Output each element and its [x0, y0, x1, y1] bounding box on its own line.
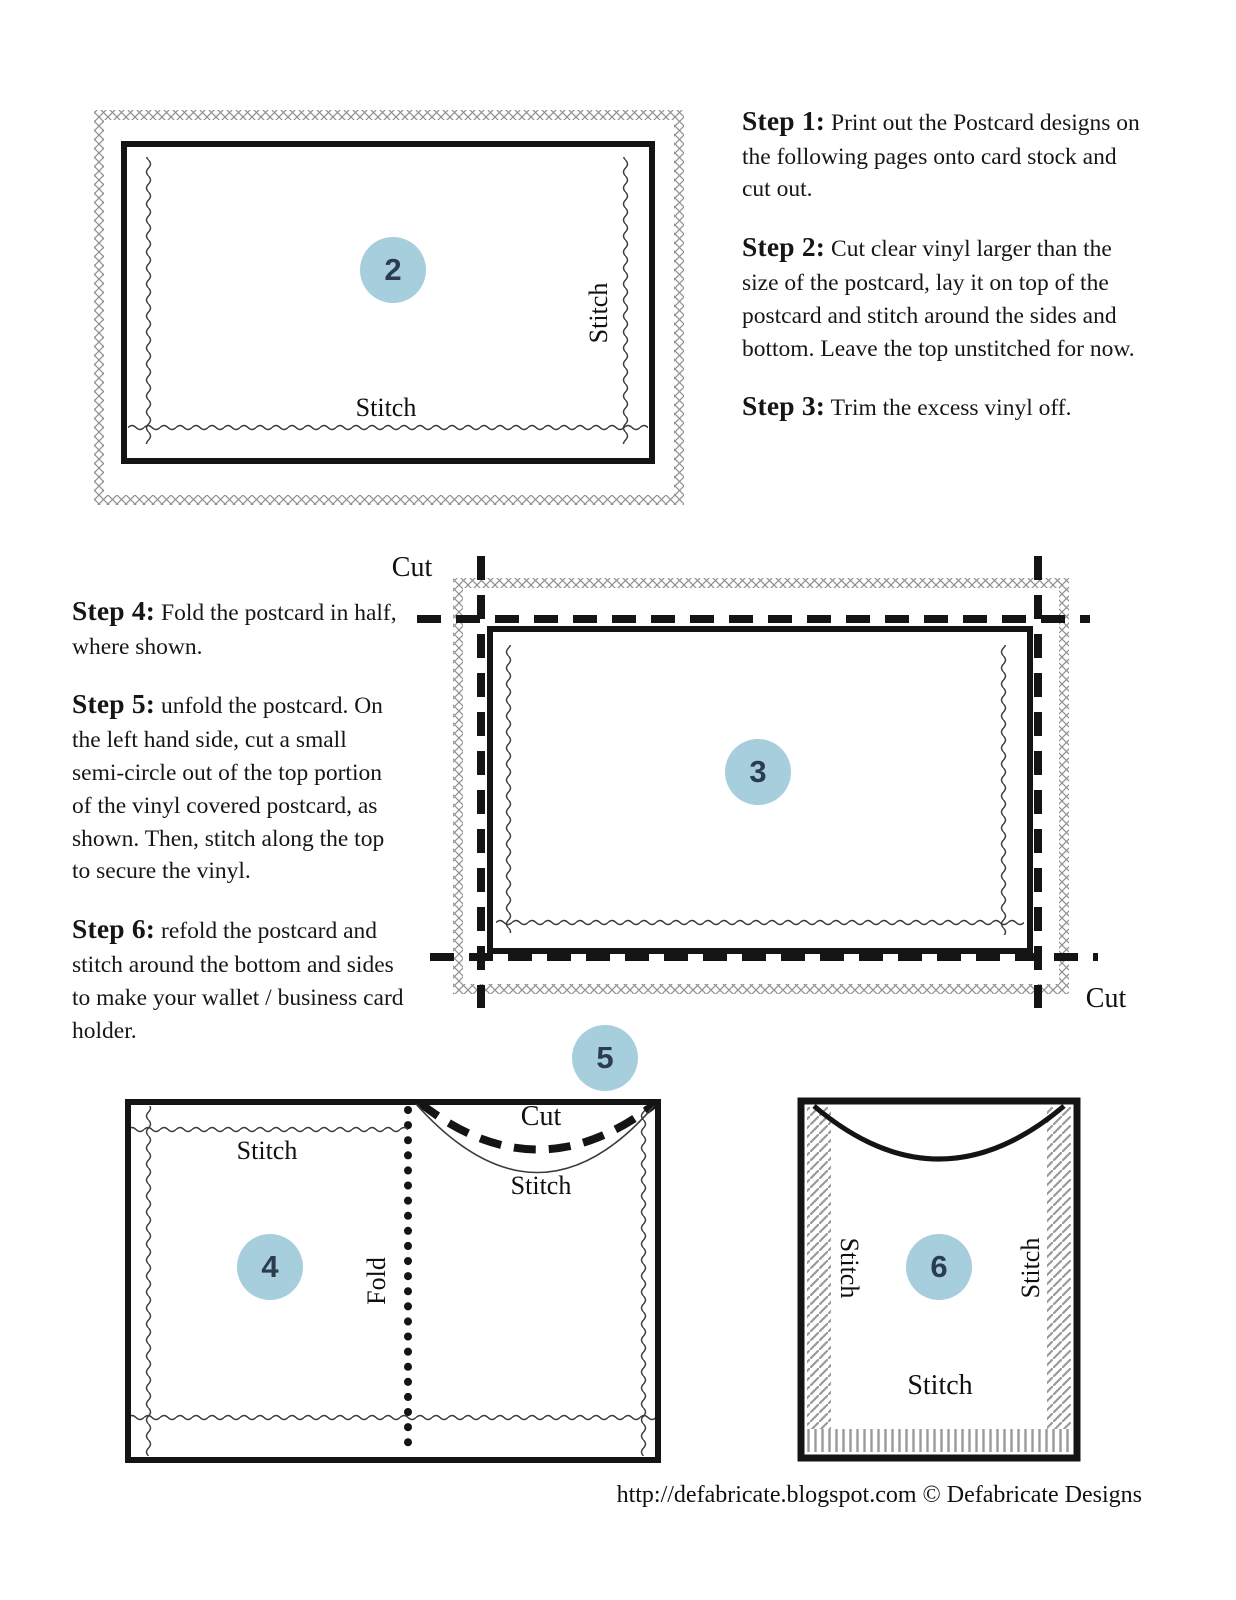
step-4: [72, 592, 404, 663]
step-3-title: Step 3:: [742, 390, 826, 422]
hatch-band-right: [1047, 1107, 1071, 1429]
step-2: [742, 228, 1146, 365]
stitch-wave-bottom: [128, 423, 648, 432]
step-badge-6: 6: [906, 1234, 972, 1300]
diagram2-stitch-label-right: Stitch: [584, 282, 613, 344]
step-3: [742, 387, 1146, 426]
stitch-wave-top: [131, 1125, 408, 1134]
diagram2-stitch-label-bottom: Stitch: [355, 393, 417, 422]
step-5: [72, 685, 404, 888]
step-6-text: refold the postcard and stitch around the bottom and sides to make your wallet / business card holder.: [72, 918, 404, 1044]
stitch-wave-right: [639, 1106, 648, 1456]
hatch-band-left: [807, 1107, 831, 1429]
diagram6-stitch-label-left: Stitch: [835, 1237, 864, 1299]
thumb-notch-curve: [814, 1106, 1064, 1159]
step-2-title: Step 2:: [742, 231, 826, 263]
steps-column-left: [72, 592, 404, 1070]
step-badge-4: 4: [237, 1234, 303, 1300]
diagram6-stitch-label-right: Stitch: [1016, 1237, 1045, 1299]
step-6: [72, 910, 404, 1047]
diagram3-cut-label-top: Cut: [391, 552, 433, 583]
step-1-title: Step 1:: [742, 105, 826, 136]
step-1-text: Print out the Postcard designs on the following pages onto card stock and cut out.: [742, 110, 1140, 203]
diagram4-stitch-label-top: Stitch: [236, 1136, 298, 1165]
diagram-4-graphics: [128, 1102, 658, 1460]
diagram3-cut-label-bottom: Cut: [1085, 983, 1127, 1014]
hatch-band-bottom: [807, 1429, 1071, 1452]
stitch-wave-bottom: [131, 1413, 655, 1422]
step-2-text: Cut clear vinyl larger than the size of the postcard, lay it on top of the postcard and stitch around the sides and bottom. Leave the top unstitched for now.: [742, 236, 1135, 362]
step-3-text: Trim the excess vinyl off.: [830, 395, 1072, 422]
diagram4-cut-label: Cut: [520, 1101, 562, 1132]
step-4-text: Fold the postcard in half, where shown.: [72, 600, 397, 660]
step-5-title: Step 5:: [72, 688, 156, 720]
stitch-wave-right: [621, 157, 630, 444]
diagram4-stitch-label-notch: Stitch: [510, 1171, 572, 1200]
diagram6-stitch-label-bottom: Stitch: [907, 1370, 973, 1401]
step-badge-5: 5: [572, 1025, 638, 1091]
step-badge-3: 3: [725, 739, 791, 805]
step-5-text: unfold the postcard. On the left hand side, cut a small semi-circle out of the top portion of the vinyl covered postcard, as shown. Then, stitch along the top to secure the vinyl.: [72, 693, 385, 885]
diagram4-fold-label: Fold: [362, 1257, 391, 1305]
stitch-wave-left: [144, 1106, 153, 1456]
steps-column-right: [742, 102, 1146, 448]
postcard-outline: [128, 1102, 658, 1460]
step-4-title: Step 4:: [72, 595, 156, 626]
step-1: [742, 102, 1146, 206]
step-badge-2: 2: [360, 237, 426, 303]
stitch-wave-left: [504, 645, 513, 933]
stitch-wave-bottom: [496, 918, 1024, 927]
footer-credit: http://defabricate.blogspot.com © Defabricate Designs: [616, 1482, 1142, 1508]
stitch-wave-right: [999, 645, 1008, 935]
stitch-wave-left: [144, 157, 153, 444]
step-6-title: Step 6:: [72, 913, 156, 945]
